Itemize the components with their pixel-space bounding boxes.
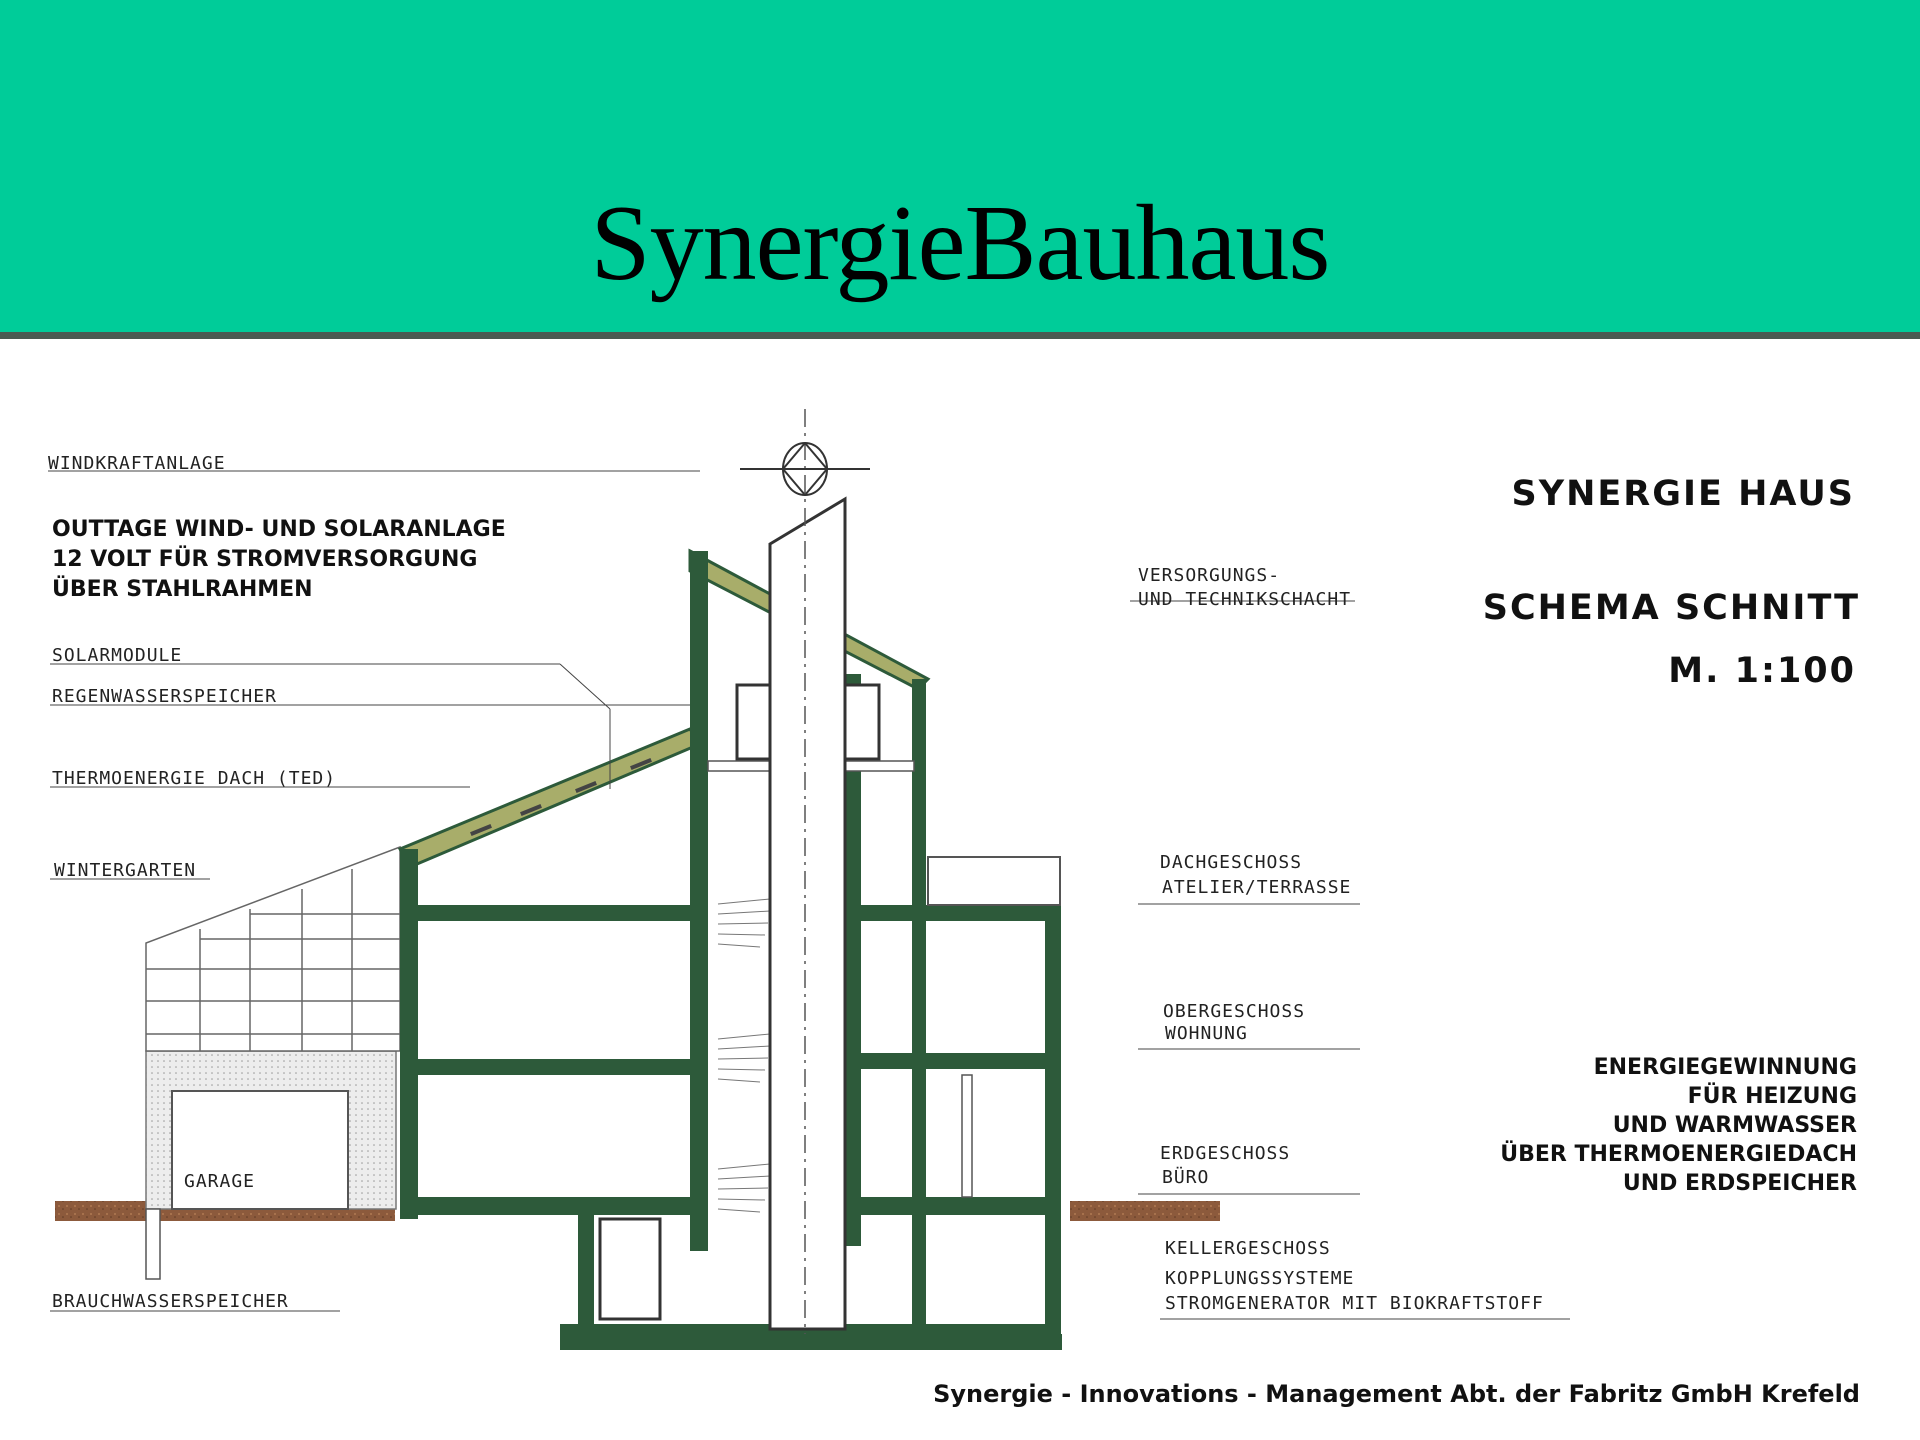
intro-line-1: OUTTAGE WIND- UND SOLARANLAGE — [52, 517, 506, 542]
energy-line-5: UND ERDSPEICHER — [1622, 1171, 1857, 1196]
label-garage: GARAGE — [184, 1171, 256, 1192]
label-thermoenergie-dach: THERMOENERGIE DACH (TED) — [52, 768, 337, 789]
energy-line-4: ÜBER THERMOENERGIEDACH — [1500, 1142, 1857, 1167]
footer-credit: Synergie - Innovations - Management Abt. der Fabritz GmbH Krefeld — [933, 1380, 1860, 1408]
label-obergeschoss: OBERGESCHOSS — [1163, 1001, 1306, 1022]
structural-frame — [400, 551, 1061, 1340]
drawing-sheet — [0, 339, 1920, 1440]
banner-title: SynergieBauhaus — [590, 184, 1330, 303]
label-stromgenerator: STROMGENERATOR MIT BIOKRAFTSTOFF — [1165, 1293, 1544, 1314]
terrace-railing — [928, 857, 1060, 905]
title-banner — [0, 0, 1920, 332]
label-erdgeschoss: ERDGESCHOSS — [1160, 1143, 1291, 1164]
brauchwasser-tank — [146, 1209, 160, 1279]
label-kopplungssysteme: KOPPLUNGSSYSTEME — [1165, 1268, 1355, 1289]
label-windkraftanlage: WINDKRAFTANLAGE — [48, 453, 226, 474]
label-regenwasserspeicher: REGENWASSERSPEICHER — [52, 686, 277, 707]
label-buero: BÜRO — [1162, 1167, 1210, 1188]
foundation — [560, 1334, 1062, 1350]
label-dachgeschoss: DACHGESCHOSS — [1160, 852, 1303, 873]
intro-line-2: 12 VOLT FÜR STROMVERSORGUNG — [52, 547, 478, 572]
label-kellergeschoss: KELLERGESCHOSS — [1165, 1238, 1331, 1259]
service-shaft — [770, 499, 845, 1329]
ground-right — [1070, 1201, 1220, 1221]
inner-wall — [962, 1075, 972, 1197]
label-wintergarten: WINTERGARTEN — [54, 860, 197, 881]
energy-line-2: FÜR HEIZUNG — [1687, 1084, 1857, 1109]
banner-divider — [0, 332, 1920, 339]
label-wohnung: WOHNUNG — [1165, 1023, 1248, 1044]
label-versorgung-1: VERSORGUNGS- — [1138, 565, 1281, 586]
energy-line-1: ENERGIEGEWINNUNG — [1593, 1055, 1857, 1080]
drawing-title: SYNERGIE HAUS — [1511, 474, 1855, 514]
drawing-subtitle: SCHEMA SCHNITT — [1482, 588, 1860, 628]
label-brauchwasserspeicher: BRAUCHWASSERSPEICHER — [52, 1291, 289, 1312]
intro-line-3: ÜBER STAHLRAHMEN — [52, 577, 313, 602]
main-roof — [400, 729, 700, 867]
energy-line-3: UND WARMWASSER — [1612, 1113, 1857, 1138]
drawing-scale: M. 1:100 — [1668, 651, 1856, 691]
label-solarmodule: SOLARMODULE — [52, 645, 183, 666]
label-versorgung-2: UND TECHNIKSCHACHT — [1138, 589, 1352, 610]
label-atelier-terrasse: ATELIER/TERRASSE — [1162, 877, 1352, 898]
basement-tank — [600, 1219, 660, 1319]
section-drawing — [0, 339, 1920, 1440]
